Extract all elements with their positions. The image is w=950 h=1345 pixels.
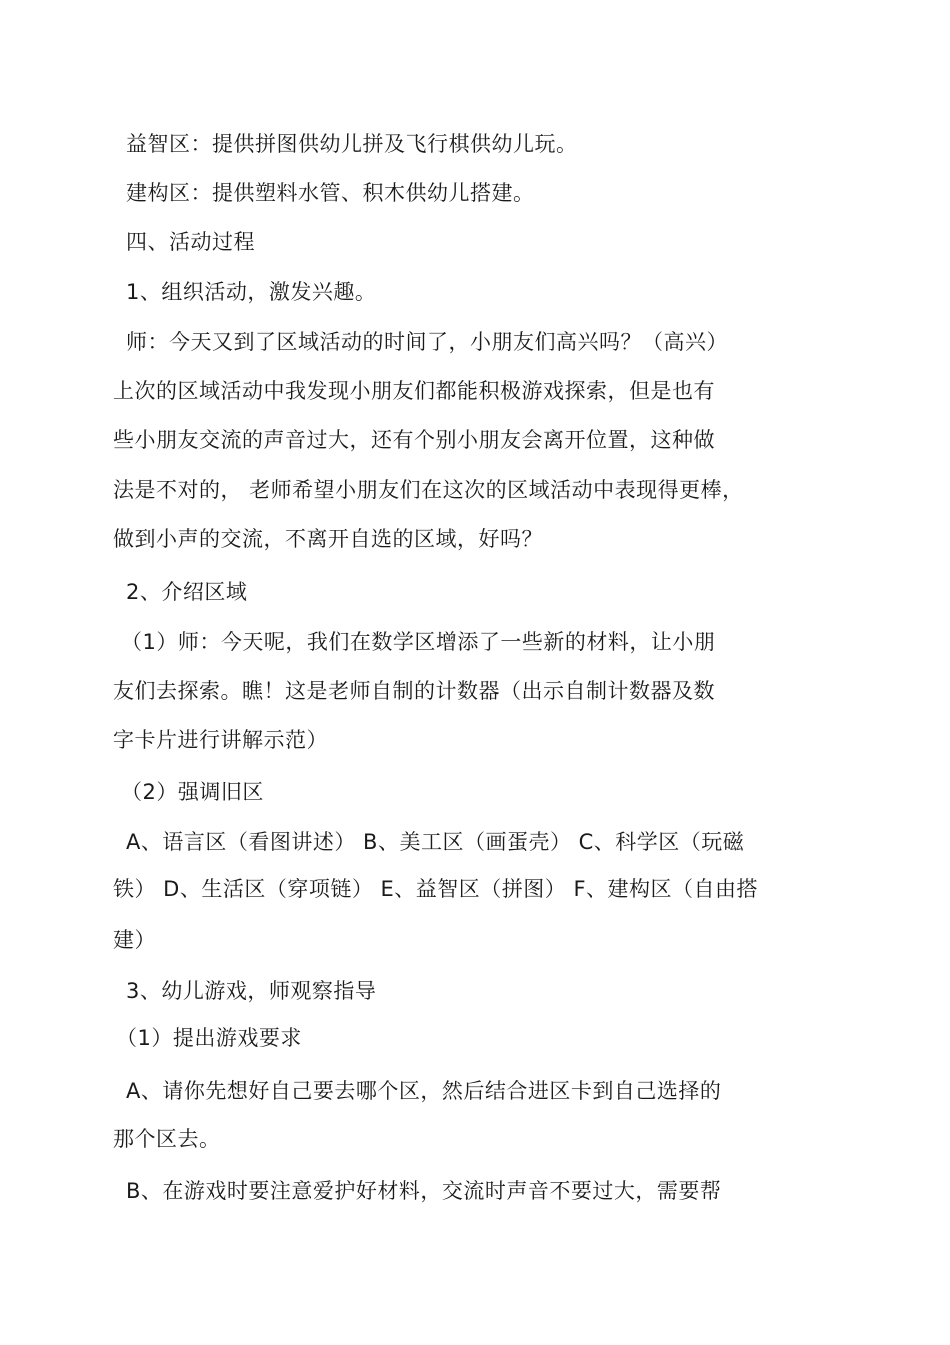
- paragraph-line: 铁） D、生活区（穿项链） E、益智区（拼图） F、建构区（自由搭: [113, 877, 759, 901]
- paragraph-line: （1）师：今天呢，我们在数学区增添了一些新的材料，让小朋: [121, 630, 716, 654]
- section-heading: 四、活动过程: [126, 230, 255, 254]
- paragraph-line: 益智区：提供拼图供幼儿拼及飞行棋供幼儿玩。: [126, 132, 578, 156]
- paragraph-line: A、请你先想好自己要去哪个区，然后结合进区卡到自己选择的: [126, 1079, 722, 1103]
- paragraph-line: 法是不对的， 老师希望小朋友们在这次的区域活动中表现得更棒，: [113, 478, 744, 502]
- paragraph-line: 做到小声的交流，不离开自选的区域，好吗？: [113, 527, 543, 551]
- paragraph-line: B、在游戏时要注意爱护好材料，交流时声音不要过大，需要帮: [126, 1179, 722, 1203]
- paragraph-line: 字卡片进行讲解示范）: [113, 728, 328, 752]
- paragraph-line: 上次的区域活动中我发现小朋友们都能积极游戏探索，但是也有: [113, 379, 715, 403]
- step-heading: 3、幼儿游戏，师观察指导: [126, 979, 377, 1003]
- paragraph-line: 那个区去。: [113, 1127, 221, 1151]
- paragraph-line: A、语言区（看图讲述） B、美工区（画蛋壳） C、科学区（玩磁: [126, 830, 745, 854]
- paragraph-line: 建）: [113, 928, 156, 952]
- paragraph-line: 些小朋友交流的声音过大，还有个别小朋友会离开位置，这种做: [113, 428, 715, 452]
- paragraph-line: 师：今天又到了区域活动的时间了，小朋友们高兴吗？（高兴）: [126, 330, 728, 354]
- subheading: （1）提出游戏要求: [116, 1026, 302, 1050]
- step-heading: 1、组织活动，激发兴趣。: [126, 280, 377, 304]
- paragraph-line: 建构区：提供塑料水管、积木供幼儿搭建。: [126, 181, 535, 205]
- step-heading: 2、介绍区域: [126, 580, 248, 604]
- subheading: （2）强调旧区: [121, 780, 264, 804]
- paragraph-line: 友们去探索。瞧！这是老师自制的计数器（出示自制计数器及数: [113, 679, 715, 703]
